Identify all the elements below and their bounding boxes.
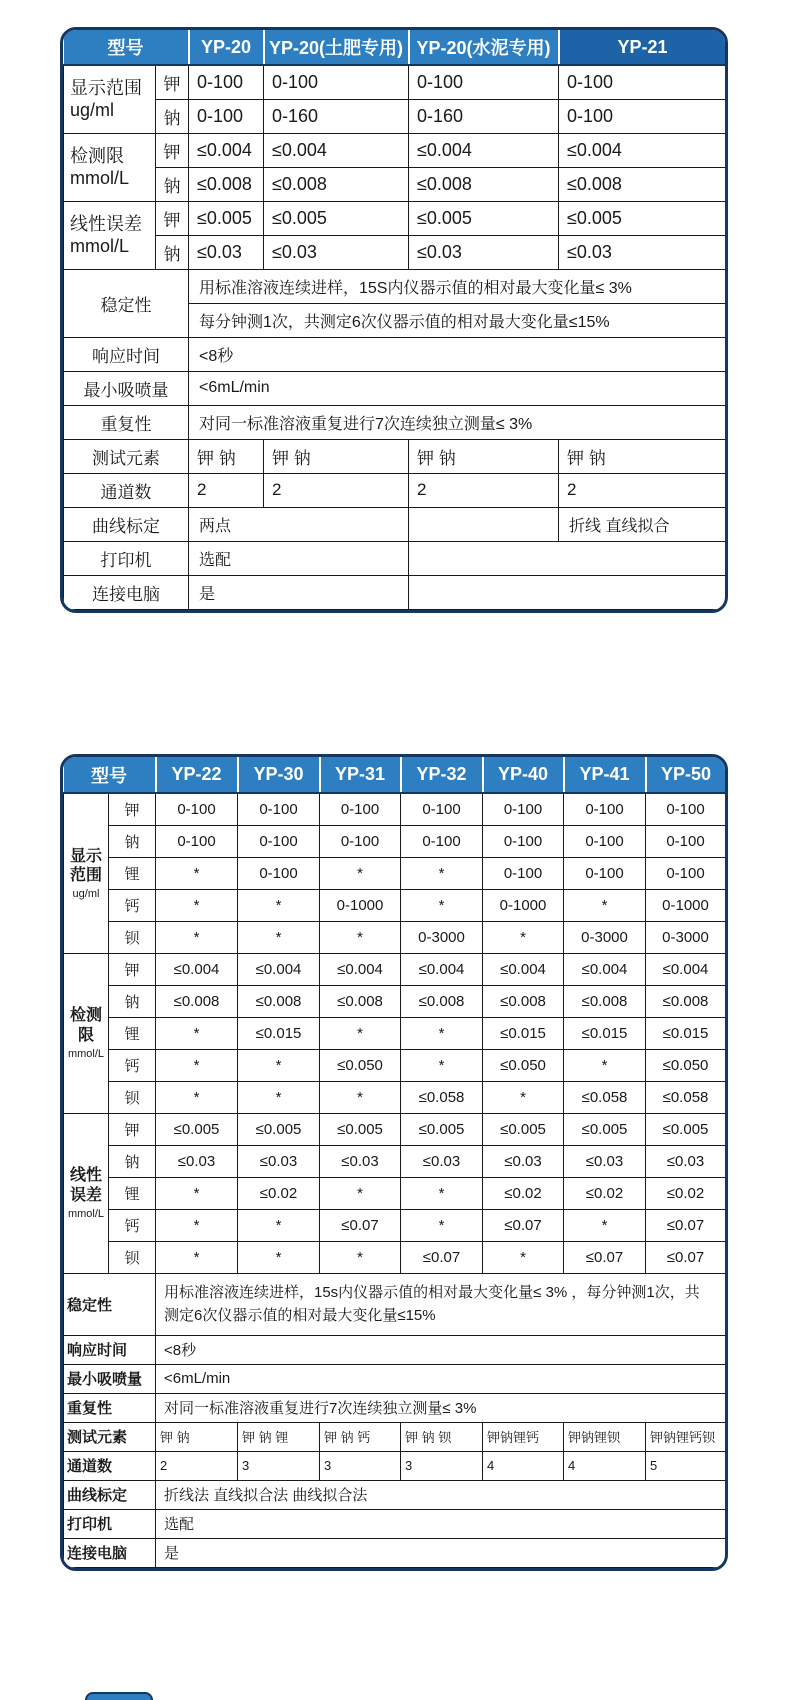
- row-label: 打印机: [64, 1509, 156, 1538]
- section-unit: mmol/L: [70, 168, 130, 188]
- spec-value: ≤0.004: [409, 133, 559, 167]
- spec-value: *: [401, 1049, 483, 1081]
- spec-value: 0-160: [264, 99, 409, 133]
- row-label: 测试元素: [64, 1422, 156, 1451]
- spec-value: *: [483, 921, 564, 953]
- section-label-line: 范围: [69, 866, 102, 884]
- spec-value: 0-1000: [320, 889, 401, 921]
- span-value: 两点: [189, 507, 409, 541]
- element-label: 钾: [156, 65, 189, 99]
- table3-partial-header: [85, 1692, 153, 1700]
- row-label: 通道数: [64, 1451, 156, 1480]
- model-header: YP-40: [483, 757, 564, 793]
- spec-value: ≤0.005: [409, 201, 559, 235]
- element-label: 钠: [156, 99, 189, 133]
- spec-value: *: [156, 1241, 238, 1273]
- span-value: 是: [189, 575, 409, 609]
- spec-value: ≤0.058: [401, 1081, 483, 1113]
- spec-value: *: [156, 1081, 238, 1113]
- spec-value: *: [156, 1209, 238, 1241]
- spec-value: ≤0.008: [559, 167, 726, 201]
- spec-value: ≤0.03: [564, 1145, 646, 1177]
- spec-value: 0-100: [401, 793, 483, 825]
- section-unit: mmol/L: [67, 1047, 105, 1060]
- spec-value: 0-100: [238, 793, 320, 825]
- section-label: [64, 1113, 109, 1273]
- element-label: 钾: [156, 201, 189, 235]
- span-value: 折线法 直线拟合法 曲线拟合法: [156, 1480, 726, 1509]
- model-header: YP-32: [401, 757, 483, 793]
- span-value: 选配: [156, 1509, 726, 1538]
- model-header: YP-41: [564, 757, 646, 793]
- spec-value: 0-100: [646, 793, 726, 825]
- spec-value: ≤0.07: [320, 1209, 401, 1241]
- spec-value: *: [156, 857, 238, 889]
- spec-value: 钾 钠 钙: [320, 1422, 401, 1451]
- spec-value: 钾 钠: [156, 1422, 238, 1451]
- span-value: <8秒: [189, 337, 726, 371]
- spec-value: *: [564, 889, 646, 921]
- spec-value: ≤0.02: [483, 1177, 564, 1209]
- spec-value: 0-100: [646, 825, 726, 857]
- span-value: [409, 541, 726, 575]
- spec-value: *: [238, 1081, 320, 1113]
- spec-value: *: [238, 1241, 320, 1273]
- span-value: [409, 507, 559, 541]
- spec-value: *: [320, 1241, 401, 1273]
- spec-value: 0-100: [238, 857, 320, 889]
- row-label: 连接电脑: [64, 1538, 156, 1567]
- spec-value: ≤0.008: [564, 985, 646, 1017]
- spec-value: 3: [401, 1451, 483, 1480]
- spec-value: *: [238, 889, 320, 921]
- spec-value: 5: [646, 1451, 726, 1480]
- model-header: YP-22: [156, 757, 238, 793]
- section-label: [64, 133, 156, 201]
- spec-value: 钾 钠: [189, 439, 264, 473]
- spec-value: *: [483, 1081, 564, 1113]
- spec-value: 0-100: [401, 825, 483, 857]
- model-header: YP-50: [646, 757, 726, 793]
- spec-value: ≤0.005: [238, 1113, 320, 1145]
- element-label: 钾: [109, 793, 156, 825]
- spec-value: *: [401, 857, 483, 889]
- spec-value: 4: [483, 1451, 564, 1480]
- spec-value: 0-100: [156, 825, 238, 857]
- spec-value: ≤0.008: [238, 985, 320, 1017]
- spec-value: 0-100: [189, 99, 264, 133]
- element-label: 钡: [109, 1081, 156, 1113]
- spec-table-2: [60, 754, 728, 1571]
- spec-value: 0-100: [564, 825, 646, 857]
- spec-value: 0-100: [483, 825, 564, 857]
- spec-value: ≤0.004: [483, 953, 564, 985]
- model-header: YP-20(土肥专用): [264, 30, 409, 65]
- span-value: <6mL/min: [156, 1364, 726, 1393]
- spec-value: 2: [264, 473, 409, 507]
- spec-value: ≤0.03: [409, 235, 559, 269]
- spec-value: ≤0.03: [320, 1145, 401, 1177]
- spec-value: *: [238, 1209, 320, 1241]
- element-label: 钙: [109, 1049, 156, 1081]
- spec-value: *: [320, 1017, 401, 1049]
- span-value: <8秒: [156, 1335, 726, 1364]
- span-value: 用标准溶液连续进样，15S内仪器示值的相对最大变化量≤ 3%: [189, 269, 726, 303]
- spec-value: ≤0.008: [646, 985, 726, 1017]
- spec-value: *: [483, 1241, 564, 1273]
- spec-value: ≤0.03: [264, 235, 409, 269]
- row-label: 稳定性: [64, 1273, 156, 1335]
- spec-value: 钾钠锂钡: [564, 1422, 646, 1451]
- span-value: 对同一标准溶液重复进行7次连续独立测量≤ 3%: [156, 1393, 726, 1422]
- spec-value: ≤0.07: [646, 1241, 726, 1273]
- element-label: 钠: [156, 167, 189, 201]
- row-label: 曲线标定: [64, 507, 189, 541]
- spec-value: ≤0.07: [483, 1209, 564, 1241]
- spec-value: 0-100: [559, 99, 726, 133]
- row-label: 连接电脑: [64, 575, 189, 609]
- spec-value: 钾 钠: [264, 439, 409, 473]
- row-label: 响应时间: [64, 337, 189, 371]
- spec-value: ≤0.008: [409, 167, 559, 201]
- spec-value: ≤0.004: [646, 953, 726, 985]
- spec-value: ≤0.008: [189, 167, 264, 201]
- section-label-line: 检测: [69, 1007, 102, 1025]
- row-label: 测试元素: [64, 439, 189, 473]
- element-label: 钠: [109, 825, 156, 857]
- section-label-line: 线性: [69, 1167, 102, 1185]
- spec-value: ≤0.03: [646, 1145, 726, 1177]
- spec-value: ≤0.004: [559, 133, 726, 167]
- spec-value: ≤0.07: [646, 1209, 726, 1241]
- spec-value: 0-100: [564, 793, 646, 825]
- row-label: 最小吸喷量: [64, 1364, 156, 1393]
- spec-value: ≤0.050: [483, 1049, 564, 1081]
- spec-value: *: [564, 1049, 646, 1081]
- spec-value: ≤0.03: [156, 1145, 238, 1177]
- span-value: [409, 575, 726, 609]
- spec-value: ≤0.004: [156, 953, 238, 985]
- model-col-header: 型号: [64, 30, 189, 65]
- spec-value: ≤0.02: [238, 1177, 320, 1209]
- spec-value: 钾 钠: [559, 439, 726, 473]
- spec-value: ≤0.005: [559, 201, 726, 235]
- spec-value: 0-3000: [401, 921, 483, 953]
- element-label: 钡: [109, 1241, 156, 1273]
- section-label-line: 误差: [69, 1186, 102, 1204]
- spec-value: ≤0.008: [320, 985, 401, 1017]
- spec-value: ≤0.07: [401, 1241, 483, 1273]
- spec-value: 0-100: [156, 793, 238, 825]
- spec-value: *: [401, 1177, 483, 1209]
- spec-value: 0-100: [409, 65, 559, 99]
- model-header: YP-30: [238, 757, 320, 793]
- spec-value: ≤0.005: [320, 1113, 401, 1145]
- section-label: [64, 953, 109, 1113]
- spec-table: [63, 757, 726, 1568]
- element-label: 钾: [109, 1113, 156, 1145]
- spec-value: ≤0.005: [156, 1113, 238, 1145]
- element-label: 钾: [109, 953, 156, 985]
- span-value: <6mL/min: [189, 371, 726, 405]
- spec-value: ≤0.07: [564, 1241, 646, 1273]
- element-label: 钠: [156, 235, 189, 269]
- spec-value: ≤0.03: [401, 1145, 483, 1177]
- spec-value: *: [156, 1177, 238, 1209]
- section-label-line: 限: [77, 1026, 94, 1044]
- spec-value: ≤0.005: [564, 1113, 646, 1145]
- element-label: 锂: [109, 857, 156, 889]
- spec-value: 0-100: [559, 65, 726, 99]
- section-unit: mmol/L: [70, 236, 130, 256]
- element-label: 钙: [109, 1209, 156, 1241]
- model-header: YP-20: [189, 30, 264, 65]
- spec-value: ≤0.03: [483, 1145, 564, 1177]
- spec-value: 0-100: [564, 857, 646, 889]
- element-label: 钡: [109, 921, 156, 953]
- spec-value: 2: [409, 473, 559, 507]
- span-value: 每分钟测1次，共测定6次仪器示值的相对最大变化量≤15%: [189, 303, 726, 337]
- spec-value: 2: [156, 1451, 238, 1480]
- row-label: 曲线标定: [64, 1480, 156, 1509]
- spec-value: ≤0.02: [646, 1177, 726, 1209]
- row-label: 响应时间: [64, 1335, 156, 1364]
- spec-value: *: [156, 921, 238, 953]
- spec-value: 0-100: [320, 825, 401, 857]
- spec-value: ≤0.004: [320, 953, 401, 985]
- spec-value: 0-1000: [483, 889, 564, 921]
- spec-value: ≤0.058: [564, 1081, 646, 1113]
- spec-value: 0-1000: [646, 889, 726, 921]
- spec-value: ≤0.015: [646, 1017, 726, 1049]
- span-value: 是: [156, 1538, 726, 1567]
- spec-value: 0-100: [264, 65, 409, 99]
- element-label: 钠: [109, 1145, 156, 1177]
- section-unit: mmol/L: [67, 1207, 105, 1220]
- section-label-line: 显示范围: [70, 77, 142, 98]
- spec-table: [63, 30, 726, 610]
- row-label: 最小吸喷量: [64, 371, 189, 405]
- spec-value: ≤0.050: [646, 1049, 726, 1081]
- spec-value: ≤0.004: [189, 133, 264, 167]
- model-col-header: 型号: [64, 757, 156, 793]
- spec-value: *: [156, 889, 238, 921]
- spec-value: *: [238, 1049, 320, 1081]
- section-label: [64, 201, 156, 269]
- span-value: 用标准溶液连续进样，15s内仪器示值的相对最大变化量≤ 3% ，每分钟测1次，共测定6次仪器示值的相对最大变化量≤15%: [156, 1273, 726, 1335]
- section-unit: ug/ml: [70, 100, 115, 121]
- spec-value: 3: [238, 1451, 320, 1480]
- spec-value: ≤0.03: [559, 235, 726, 269]
- spec-value: ≤0.005: [189, 201, 264, 235]
- spec-value: ≤0.008: [264, 167, 409, 201]
- spec-value: ≤0.008: [156, 985, 238, 1017]
- spec-value: *: [401, 1017, 483, 1049]
- spec-value: 钾 钠 锂: [238, 1422, 320, 1451]
- spec-value: *: [156, 1049, 238, 1081]
- spec-value: 0-100: [320, 793, 401, 825]
- section-label-line: 线性误差: [70, 213, 142, 234]
- element-label: 锂: [109, 1017, 156, 1049]
- element-label: 钠: [109, 985, 156, 1017]
- spec-value: ≤0.050: [320, 1049, 401, 1081]
- element-label: 钾: [156, 133, 189, 167]
- span-value: 折线 直线拟合: [559, 507, 726, 541]
- spec-value: 钾 钠 钡: [401, 1422, 483, 1451]
- span-value: 对同一标准溶液重复进行7次连续独立测量≤ 3%: [189, 405, 726, 439]
- spec-value: ≤0.005: [401, 1113, 483, 1145]
- spec-value: *: [320, 1081, 401, 1113]
- spec-value: *: [320, 921, 401, 953]
- spec-value: 2: [189, 473, 264, 507]
- spec-value: ≤0.015: [483, 1017, 564, 1049]
- section-label-line: 显示: [69, 847, 102, 865]
- spec-value: 0-100: [646, 857, 726, 889]
- row-label: 通道数: [64, 473, 189, 507]
- section-label: [64, 793, 109, 953]
- section-unit: ug/ml: [72, 887, 100, 900]
- spec-value: 0-3000: [646, 921, 726, 953]
- spec-value: 0-160: [409, 99, 559, 133]
- row-label: 重复性: [64, 405, 189, 439]
- spec-value: *: [156, 1017, 238, 1049]
- spec-value: ≤0.015: [238, 1017, 320, 1049]
- spec-value: ≤0.005: [646, 1113, 726, 1145]
- spec-value: 0-3000: [564, 921, 646, 953]
- spec-value: *: [401, 1209, 483, 1241]
- spec-value: ≤0.004: [564, 953, 646, 985]
- spec-value: ≤0.004: [238, 953, 320, 985]
- spec-value: *: [401, 889, 483, 921]
- spec-table-1: [60, 27, 728, 613]
- spec-value: 0-100: [483, 857, 564, 889]
- spec-value: ≤0.03: [238, 1145, 320, 1177]
- spec-value: *: [320, 1177, 401, 1209]
- section-label-line: 检测限: [70, 145, 124, 166]
- spec-value: *: [564, 1209, 646, 1241]
- element-label: 锂: [109, 1177, 156, 1209]
- element-label: 钙: [109, 889, 156, 921]
- model-header: YP-21: [559, 30, 726, 65]
- spec-value: ≤0.058: [646, 1081, 726, 1113]
- spec-value: ≤0.015: [564, 1017, 646, 1049]
- spec-value: 0-100: [483, 793, 564, 825]
- model-header: YP-31: [320, 757, 401, 793]
- spec-value: 0-100: [238, 825, 320, 857]
- spec-value: *: [238, 921, 320, 953]
- row-label: 重复性: [64, 1393, 156, 1422]
- spec-value: 2: [559, 473, 726, 507]
- spec-value: 4: [564, 1451, 646, 1480]
- spec-value: ≤0.005: [264, 201, 409, 235]
- spec-value: 3: [320, 1451, 401, 1480]
- spec-value: ≤0.02: [564, 1177, 646, 1209]
- spec-value: 钾 钠: [409, 439, 559, 473]
- spec-value: 0-100: [189, 65, 264, 99]
- spec-value: ≤0.004: [401, 953, 483, 985]
- spec-value: ≤0.005: [483, 1113, 564, 1145]
- section-label: [64, 65, 156, 133]
- row-label: 打印机: [64, 541, 189, 575]
- spec-value: 钾钠锂钙钡: [646, 1422, 726, 1451]
- spec-value: ≤0.004: [264, 133, 409, 167]
- model-header: YP-20(水泥专用): [409, 30, 559, 65]
- spec-value: 钾钠锂钙: [483, 1422, 564, 1451]
- spec-value: *: [320, 857, 401, 889]
- span-value: 选配: [189, 541, 409, 575]
- spec-value: ≤0.03: [189, 235, 264, 269]
- row-label: 稳定性: [64, 269, 189, 337]
- spec-value: ≤0.008: [401, 985, 483, 1017]
- spec-value: ≤0.008: [483, 985, 564, 1017]
